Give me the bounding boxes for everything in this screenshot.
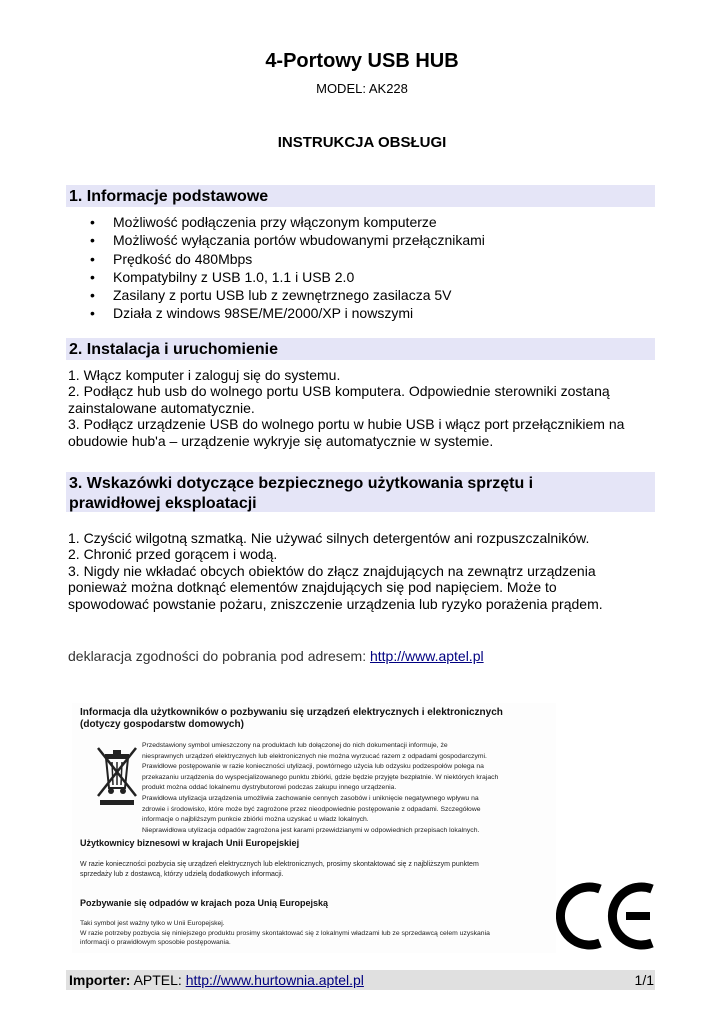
weee-description xyxy=(142,741,554,836)
features-list xyxy=(90,213,485,323)
declaration-text xyxy=(68,648,484,664)
section-1-heading: 1. Informacje podstawowe xyxy=(66,185,655,207)
section-3-heading-line: prawidłowej eksploatacji xyxy=(69,495,257,512)
section-3-heading-line: 3. Wskazówki dotyczące bezpiecznego użytkowania sprzętu i xyxy=(69,475,534,492)
business-line: sprzedaży lub z dostawcą, którzy udzielą dodatkowych informacji. xyxy=(80,870,284,878)
importer-link[interactable]: http://www.hurtownia.aptel.pl xyxy=(185,972,364,988)
ce-mark-icon xyxy=(556,881,656,951)
safety-line: 2. Chronić przed gorącem i wodą. xyxy=(68,546,278,563)
weee-info-box xyxy=(72,703,556,953)
feature-item: • Zasilany z portu USB lub z zewnętrznego zasilacza 5V xyxy=(90,286,485,304)
weee-heading-line: Informacja dla użytkowników o pozbywaniu się urządzeń elektrycznych i elektronicznych xyxy=(80,707,503,718)
crossed-out-bin-icon xyxy=(92,744,142,808)
weee-heading-line: (dotyczy gospodarstw domowych) xyxy=(80,719,244,730)
declaration-label: deklaracja zgodności do pobrania pod adresem: xyxy=(68,648,370,664)
weee-line: niesprawnych urządzeń elektrycznych lub elektronicznych nie można wyrzucać razem z odpadami gospodarczymi. xyxy=(142,752,487,760)
outside-line: Taki symbol jest ważny tylko w Unii Europejskej. xyxy=(80,920,225,927)
business-users-text xyxy=(80,860,550,880)
safety-line: 3. Nigdy nie wkładać obcych obiektów do złącz znajdujących na zewnątrz urządzenia xyxy=(68,562,596,579)
importer-label: Importer: xyxy=(69,972,131,988)
safety-line: 1. Czyścić wilgotną szmatką. Nie używać silnych detergentów ani rozpuszczalników. xyxy=(68,530,590,546)
installation-line: 1. Włącz komputer i zaloguj się do systemu. xyxy=(68,367,341,383)
installation-line: zainstalowane automatycznie. xyxy=(68,399,255,416)
document-title: 4-Portowy USB HUB xyxy=(265,50,459,72)
section-3-heading xyxy=(66,472,655,512)
safety-instructions xyxy=(68,530,658,612)
weee-line: Nieprawidłowa utylizacja odpadów zagrożona jest karami przewidzianymi w odpowiednich przepisach lokalnych. xyxy=(142,826,480,834)
business-line: W razie konieczności pozbycia się urządzeń elektrycznych lub elektronicznych, prosimy skontaktować się z najbliższym punktem xyxy=(80,861,479,868)
feature-item: • Działa z windows 98SE/ME/2000/XP i nowszymi xyxy=(90,304,485,322)
feature-item: • Prędkość do 480Mbps xyxy=(90,250,485,268)
safety-line: spowodować powstanie pożaru, zniszczenie urządzenia lub ryzyko porażenia prądem. xyxy=(68,595,603,612)
weee-line: zdrowie i środowisko, które może być zagrożone przez nieodpowiednie postępowanie z odpadami. Szczegółowe xyxy=(142,805,481,813)
weee-line: Prawidłowa utylizacja urządzenia umożliwia zachowanie cennych zasobów i uniknięcie negatywnego wpływu na xyxy=(142,794,479,802)
weee-heading xyxy=(80,707,550,731)
safety-line: ponieważ można dotknąć elementów znajdujących się pod napięciem. Może to xyxy=(68,579,557,596)
weee-line: przekazaniu urządzenia do wyspecjalizowanego punktu zbiórki, gdzie będzie przyjęte bezpłatnie. W niektórych krajach xyxy=(142,773,499,781)
outside-eu-heading: Pozbywanie się odpadów w krajach poza Unią Europejską xyxy=(80,898,329,908)
outside-line: W razie potrzeby pozbycia się niniejszego produktu prosimy skontaktować się z lokalnymi władzami lub ze sprzedawcą celem uzyskania xyxy=(80,929,490,937)
importer-name: APTEL: xyxy=(130,972,186,988)
outside-line: informacji o prawidłowym sposobie postępowania. xyxy=(80,939,231,947)
installation-line: 3. Podłącz urządzenie USB do wolnego portu w hubie USB i włącz port przełącznikiem na xyxy=(68,416,625,433)
weee-line: Przedstawiony symbol umieszczony na produktach lub dołączonej do nich dokumentacji informuje, że xyxy=(142,742,448,749)
installation-steps xyxy=(68,367,658,449)
installation-line: obudowie hub'a – urządzenie wykryje się automatycznie w systemie. xyxy=(68,432,494,449)
declaration-link[interactable]: http://www.aptel.pl xyxy=(369,648,484,664)
footer-bar xyxy=(66,970,655,990)
section-2-heading: 2. Instalacja i uruchomienie xyxy=(66,338,655,360)
weee-line: Prawidłowe postępowanie w razie konieczności utylizacji, powtórnego użycia lub odzysku podzespołów polega na xyxy=(142,763,484,771)
model-number: MODEL: AK228 xyxy=(316,81,408,96)
feature-item: • Możliwość podłączenia przy włączonym komputerze xyxy=(90,213,485,231)
document-subtitle: INSTRUKCJA OBSŁUGI xyxy=(277,134,447,151)
weee-line: produkt można oddać lokalnemu dystrybutorowi podczas zakupu innego urządzenia. xyxy=(142,784,397,792)
weee-line: informacje o najbliższym punkcie zbiórki można uzyskać u władz lokalnych. xyxy=(142,816,369,824)
feature-item: • Kompatybilny z USB 1.0, 1.1 i USB 2.0 xyxy=(90,268,485,286)
feature-item: • Możliwość wyłączania portów wbudowanymi przełącznikami xyxy=(90,231,485,249)
page-number: 1/1 xyxy=(634,972,654,988)
outside-eu-text xyxy=(80,919,558,948)
business-users-heading: Użytkownicy biznesowi w krajach Unii Europejskiej xyxy=(80,838,300,848)
installation-line: 2. Podłącz hub usb do wolnego portu USB komputera. Odpowiednie sterowniki zostaną xyxy=(68,383,610,400)
